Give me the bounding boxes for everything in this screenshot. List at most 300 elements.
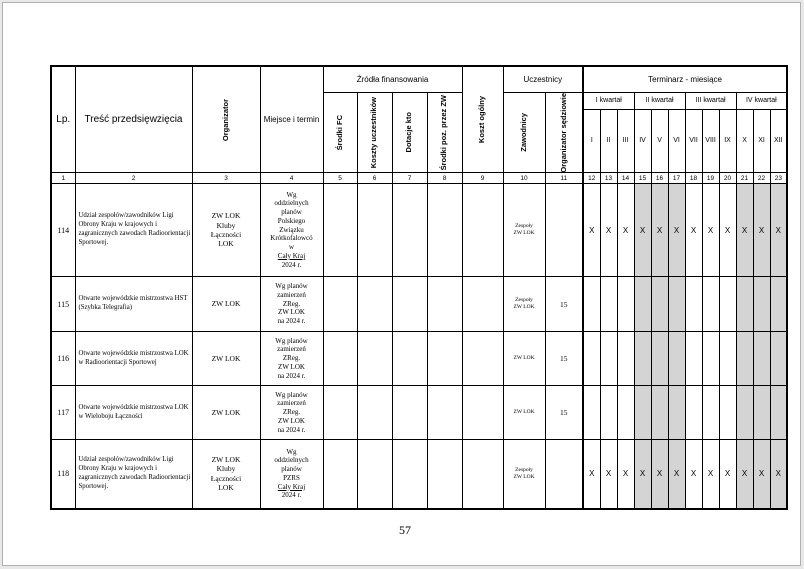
column-number-label: 6 <box>372 174 377 182</box>
row-month-6 <box>668 184 685 277</box>
row-month-7 <box>685 440 702 509</box>
column-number <box>462 173 503 184</box>
month-12 <box>770 109 787 173</box>
table-row <box>51 440 787 509</box>
column-number-label: 3 <box>224 174 228 182</box>
column-number <box>357 173 392 184</box>
row-place-line: Wg <box>286 190 297 199</box>
row-empty-cell <box>462 386 503 440</box>
row-zawodnicy <box>503 440 545 509</box>
row-organizer <box>192 386 260 440</box>
row-organizer-line: ZW LOK <box>211 211 241 221</box>
row-month-11 <box>753 440 770 509</box>
row-empty-cell <box>427 277 462 332</box>
row-place <box>260 440 323 509</box>
row-month-mark: X <box>707 469 714 479</box>
column-number-label: 2 <box>131 174 136 182</box>
row-month-mark: X <box>605 469 612 479</box>
header-terminarz <box>583 66 787 92</box>
row-place-line: zamierzeń <box>277 345 306 354</box>
quarter-1 <box>583 92 634 109</box>
row-organizer-line: ZW LOK <box>211 407 241 417</box>
row-month-9 <box>719 332 736 386</box>
row-place-line: na 2024 r. <box>277 317 306 326</box>
row-judges <box>545 332 583 386</box>
column-number <box>685 173 702 184</box>
row-zawodnicy-line: Zespoły <box>515 466 533 473</box>
row-place-line: ZReg. <box>282 408 301 417</box>
row-month-3 <box>617 386 634 440</box>
row-month-10 <box>736 386 753 440</box>
row-judges <box>545 184 583 277</box>
row-month-2 <box>600 332 617 386</box>
row-month-8 <box>702 386 719 440</box>
row-place-line: ZReg. <box>282 299 301 308</box>
row-judges-value: 15 <box>560 299 568 309</box>
row-lp-value: 118 <box>57 469 70 479</box>
row-month-mark: X <box>707 225 714 235</box>
row-place <box>260 386 323 440</box>
row-month-4 <box>634 184 651 277</box>
row-month-mark: X <box>741 225 748 235</box>
column-number-label: 9 <box>480 174 485 182</box>
row-month-mark: X <box>639 469 646 479</box>
header-lp <box>51 66 75 173</box>
row-month-mark: X <box>741 469 748 479</box>
month-5 <box>651 109 668 173</box>
month-label: V <box>657 137 662 145</box>
row-month-11 <box>753 332 770 386</box>
row-month-6 <box>668 277 685 332</box>
row-place-line: oddzielnych <box>274 456 309 465</box>
header-srodki-fc-label: Środki FC <box>334 114 344 151</box>
row-judges-value: 15 <box>560 408 568 418</box>
column-number <box>719 173 736 184</box>
row-month-mark: X <box>622 469 629 479</box>
month-10 <box>736 109 753 173</box>
column-number <box>51 173 75 184</box>
column-number-label: 20 <box>723 174 732 182</box>
row-month-mark: X <box>605 225 612 235</box>
row-empty-cell <box>427 440 462 509</box>
row-month-mark: X <box>724 469 731 479</box>
row-month-mark: X <box>656 225 663 235</box>
quarter-label: II kwartał <box>645 97 674 105</box>
column-number-label: 10 <box>520 174 528 182</box>
header-tresc-label: Treść przedsięwzięcia <box>84 114 183 126</box>
row-description <box>75 184 192 277</box>
header-dotacje-label: Dotacje kto <box>404 112 414 153</box>
row-organizer <box>192 440 260 509</box>
row-description <box>75 277 192 332</box>
row-lp <box>51 184 75 277</box>
column-number-label: 13 <box>604 174 613 182</box>
header-uczestnicy <box>503 66 583 92</box>
row-month-9 <box>719 277 736 332</box>
header-tresc <box>75 66 192 173</box>
row-month-8 <box>702 184 719 277</box>
row-place-line: PZRS <box>283 473 300 482</box>
column-number <box>702 173 719 184</box>
row-organizer <box>192 277 260 332</box>
row-month-2 <box>600 277 617 332</box>
row-description-text: Udział zespołów/zawodników Ligi Obrony Kraju w krajowych i zagranicznych zawodach Radioorientacji Sportowej. <box>78 212 191 246</box>
month-label: XI <box>758 137 765 145</box>
row-empty-cell <box>323 440 357 509</box>
row-place <box>260 332 323 386</box>
header-uczestnicy-label: Uczestnicy <box>523 74 563 84</box>
quarter-label: I kwartał <box>595 97 622 105</box>
month-label: VIII <box>705 137 716 145</box>
row-zawodnicy-line: Zespoły <box>515 296 533 303</box>
row-place-line: ZReg. <box>282 354 301 363</box>
header-zrodla <box>323 66 462 92</box>
row-place-line: ZW LOK <box>278 416 305 425</box>
row-lp-value: 117 <box>57 408 70 418</box>
column-number-label: 18 <box>689 174 698 182</box>
column-number-label: 5 <box>338 174 342 182</box>
row-lp-value: 115 <box>57 299 70 309</box>
row-month-12 <box>770 332 787 386</box>
row-place-line: Krótkofalowcó <box>270 234 313 243</box>
column-number-label: 11 <box>560 174 568 182</box>
row-empty-cell <box>462 440 503 509</box>
row-zawodnicy <box>503 332 545 386</box>
table-row <box>51 332 787 386</box>
row-place-year: 2024 r. <box>281 260 302 269</box>
row-description-text: Otwarte wojewódzkie mistrzostwa HST (Szybka Telegrafia) <box>78 295 188 312</box>
row-zawodnicy-line: ZW LOK <box>513 230 535 237</box>
month-label: VII <box>689 137 698 145</box>
row-month-5 <box>651 332 668 386</box>
row-month-1 <box>583 277 600 332</box>
column-number-label: 8 <box>442 174 447 182</box>
row-organizer-line: ZW LOK <box>211 455 241 465</box>
column-number-label: 19 <box>706 174 715 182</box>
row-zawodnicy-line: ZW LOK <box>513 355 535 362</box>
column-number <box>736 173 753 184</box>
row-place-line: Wg planów <box>275 390 308 399</box>
row-empty-cell <box>462 332 503 386</box>
row-place-line: w <box>288 243 295 252</box>
row-lp-value: 114 <box>57 225 70 235</box>
row-description <box>75 386 192 440</box>
row-empty-cell <box>323 277 357 332</box>
column-number <box>260 173 323 184</box>
row-month-7 <box>685 332 702 386</box>
row-organizer <box>192 332 260 386</box>
quarter-2 <box>634 92 685 109</box>
row-empty-cell <box>323 332 357 386</box>
row-empty-cell <box>357 386 392 440</box>
row-month-5 <box>651 184 668 277</box>
header-organizator <box>192 66 260 173</box>
column-number <box>323 173 357 184</box>
row-lp <box>51 386 75 440</box>
row-month-3 <box>617 184 634 277</box>
row-empty-cell <box>392 386 427 440</box>
table-row <box>51 277 787 332</box>
row-organizer-line: ZW LOK <box>211 299 241 309</box>
row-lp <box>51 277 75 332</box>
row-empty-cell <box>427 332 462 386</box>
row-month-mark: X <box>775 469 781 479</box>
row-organizer-line: Kluby <box>216 220 236 230</box>
column-number-label: 22 <box>757 174 766 182</box>
month-label: VI <box>673 137 680 145</box>
table-row <box>51 386 787 440</box>
month-label: IX <box>724 137 731 145</box>
row-empty-cell <box>357 184 392 277</box>
row-judges <box>545 440 583 509</box>
header-zrodla-label: Źródła finansowania <box>356 74 429 84</box>
row-month-4 <box>634 332 651 386</box>
column-number-label: 12 <box>588 174 596 182</box>
row-lp <box>51 332 75 386</box>
header-srodki-zw <box>427 92 462 173</box>
row-month-4 <box>634 386 651 440</box>
row-place-line: planów <box>281 208 302 217</box>
row-zawodnicy-line: ZW LOK <box>513 473 535 480</box>
header-koszty-uczestnikow <box>357 92 392 173</box>
row-month-mark: X <box>690 469 697 479</box>
month-label: III <box>622 137 629 145</box>
month-label: XII <box>774 137 783 145</box>
column-number-label: 15 <box>638 174 647 182</box>
row-month-2 <box>600 386 617 440</box>
row-month-8 <box>702 277 719 332</box>
row-month-10 <box>736 440 753 509</box>
month-4 <box>634 109 651 173</box>
quarter-label: III kwartał <box>695 97 726 105</box>
column-number <box>503 173 545 184</box>
column-number-label: 14 <box>621 174 630 182</box>
month-9 <box>719 109 736 173</box>
quarter-4 <box>736 92 787 109</box>
column-number <box>634 173 651 184</box>
column-number <box>192 173 260 184</box>
row-month-12 <box>770 440 787 509</box>
row-place-line: Wg planów <box>275 336 308 345</box>
row-month-2 <box>600 440 617 509</box>
month-label: IV <box>639 137 646 145</box>
row-place-line: oddzielnych <box>274 199 309 208</box>
month-7 <box>685 109 702 173</box>
column-number <box>668 173 685 184</box>
row-month-2 <box>600 184 617 277</box>
header-miejsce-label: Miejsce i termin <box>263 115 320 125</box>
header-koszty-uczestnikow-label: Koszty uczestników <box>369 96 379 168</box>
row-place-line: na 2024 r. <box>277 371 306 380</box>
row-description-text: Otwarte wojewódzkie mistrzostwa LOK w Radioorientacji Sportowej <box>78 349 189 366</box>
row-empty-cell <box>462 277 503 332</box>
row-judges-value: 15 <box>560 354 568 364</box>
row-organizer-line: Kluby <box>216 464 236 474</box>
row-month-11 <box>753 277 770 332</box>
column-number-label: 7 <box>407 174 412 182</box>
row-month-7 <box>685 277 702 332</box>
row-month-mark: X <box>656 469 663 479</box>
row-judges <box>545 386 583 440</box>
column-number-label: 17 <box>672 174 681 182</box>
row-month-mark: X <box>639 225 646 235</box>
row-month-mark: X <box>589 469 595 479</box>
row-place-line: Polskiego <box>277 216 306 225</box>
row-month-3 <box>617 277 634 332</box>
row-organizer-line: Łączności <box>210 473 242 483</box>
row-month-1 <box>583 332 600 386</box>
row-month-8 <box>702 440 719 509</box>
row-month-1 <box>583 440 600 509</box>
row-empty-cell <box>392 277 427 332</box>
column-number-label: 16 <box>655 174 664 182</box>
row-empty-cell <box>392 332 427 386</box>
header-zawodnicy-label: Zawodnicy <box>518 112 528 152</box>
row-month-mark: X <box>673 225 680 235</box>
row-description <box>75 332 192 386</box>
row-month-4 <box>634 440 651 509</box>
row-month-12 <box>770 184 787 277</box>
table-row <box>51 184 787 277</box>
row-place-location: Cały Kraj <box>277 251 306 260</box>
row-month-7 <box>685 184 702 277</box>
row-empty-cell <box>392 184 427 277</box>
row-month-11 <box>753 386 770 440</box>
row-empty-cell <box>392 440 427 509</box>
quarter-3 <box>685 92 736 109</box>
column-number <box>617 173 634 184</box>
month-2 <box>600 109 617 173</box>
row-month-mark: X <box>775 225 781 235</box>
row-month-mark: X <box>690 225 697 235</box>
row-month-mark: X <box>589 225 595 235</box>
row-zawodnicy-line: ZW LOK <box>513 304 535 311</box>
column-number-label: 4 <box>289 174 294 182</box>
column-number <box>75 173 192 184</box>
row-place-line: Wg planów <box>275 282 308 291</box>
row-description-text: Udział zespołów/zawodników Ligi Obrony Kraju w krajowych i zagranicznych zawodach Radioorientacji Sportowej. <box>78 456 191 490</box>
row-place-location: Cały Kraj <box>277 482 306 491</box>
row-zawodnicy <box>503 386 545 440</box>
column-number <box>545 173 583 184</box>
month-8 <box>702 109 719 173</box>
row-empty-cell <box>462 184 503 277</box>
row-empty-cell <box>323 184 357 277</box>
row-organizer-line: LOK <box>218 483 234 493</box>
row-month-6 <box>668 332 685 386</box>
row-empty-cell <box>427 184 462 277</box>
row-month-9 <box>719 386 736 440</box>
row-place-line: zamierzeń <box>277 399 306 408</box>
row-zawodnicy-line: Zespoły <box>515 222 533 229</box>
row-organizer-line: ZW LOK <box>211 353 241 363</box>
row-organizer-line: LOK <box>218 239 234 249</box>
row-place-line: Związku <box>279 225 304 234</box>
row-month-4 <box>634 277 651 332</box>
header-miejsce <box>260 66 323 173</box>
header-terminarz-label: Terminarz - miesiące <box>648 74 722 84</box>
row-empty-cell <box>357 440 392 509</box>
row-place-line: na 2024 r. <box>277 425 306 434</box>
row-empty-cell <box>427 386 462 440</box>
row-organizer <box>192 184 260 277</box>
row-month-mark: X <box>673 469 680 479</box>
month-3 <box>617 109 634 173</box>
header-zawodnicy <box>503 92 545 173</box>
column-number <box>392 173 427 184</box>
row-place <box>260 184 323 277</box>
row-month-8 <box>702 332 719 386</box>
column-number <box>753 173 770 184</box>
row-month-6 <box>668 386 685 440</box>
row-month-5 <box>651 277 668 332</box>
column-number-label: 21 <box>740 174 749 182</box>
header-koszt-ogolny <box>462 66 503 173</box>
row-month-3 <box>617 440 634 509</box>
row-empty-cell <box>357 277 392 332</box>
row-month-12 <box>770 277 787 332</box>
column-number-label: 1 <box>61 174 66 182</box>
row-place-line: planów <box>281 465 302 474</box>
row-month-1 <box>583 386 600 440</box>
row-month-1 <box>583 184 600 277</box>
month-1 <box>583 109 600 173</box>
header-dotacje <box>392 92 427 173</box>
row-place-line: ZW LOK <box>278 308 305 317</box>
row-month-mark: X <box>724 225 731 235</box>
row-place-line: ZW LOK <box>278 362 305 371</box>
row-month-10 <box>736 332 753 386</box>
header-srodki-fc <box>323 92 357 173</box>
row-month-mark: X <box>758 469 765 479</box>
header-org-sedziowie <box>545 92 583 173</box>
row-judges <box>545 277 583 332</box>
header-koszt-ogolny-label: Koszt ogólny <box>477 96 487 144</box>
row-month-3 <box>617 332 634 386</box>
row-month-5 <box>651 440 668 509</box>
column-number <box>583 173 600 184</box>
column-number <box>427 173 462 184</box>
row-month-mark: X <box>758 225 765 235</box>
month-11 <box>753 109 770 173</box>
header-lp-label: Lp. <box>56 114 71 126</box>
month-label: II <box>606 137 611 145</box>
row-lp <box>51 440 75 509</box>
row-month-10 <box>736 277 753 332</box>
row-month-9 <box>719 440 736 509</box>
row-month-6 <box>668 440 685 509</box>
row-place-line: zamierzeń <box>277 290 306 299</box>
row-place-year: 2024 r. <box>281 491 302 500</box>
row-month-5 <box>651 386 668 440</box>
page-number: 57 <box>399 523 411 537</box>
row-month-9 <box>719 184 736 277</box>
column-number <box>651 173 668 184</box>
row-place <box>260 277 323 332</box>
quarter-label: IV kwartał <box>745 97 777 105</box>
header-srodki-zw-label: Środki poz. przez ZW <box>439 94 449 171</box>
row-description <box>75 440 192 509</box>
row-lp-value: 116 <box>57 354 70 364</box>
row-place-line: Wg <box>286 447 297 456</box>
month-6 <box>668 109 685 173</box>
row-month-7 <box>685 386 702 440</box>
plan-table <box>50 65 788 510</box>
row-empty-cell <box>323 386 357 440</box>
row-zawodnicy <box>503 277 545 332</box>
header-organizator-label: Organizator <box>220 98 230 141</box>
column-number-label: 23 <box>774 174 782 182</box>
